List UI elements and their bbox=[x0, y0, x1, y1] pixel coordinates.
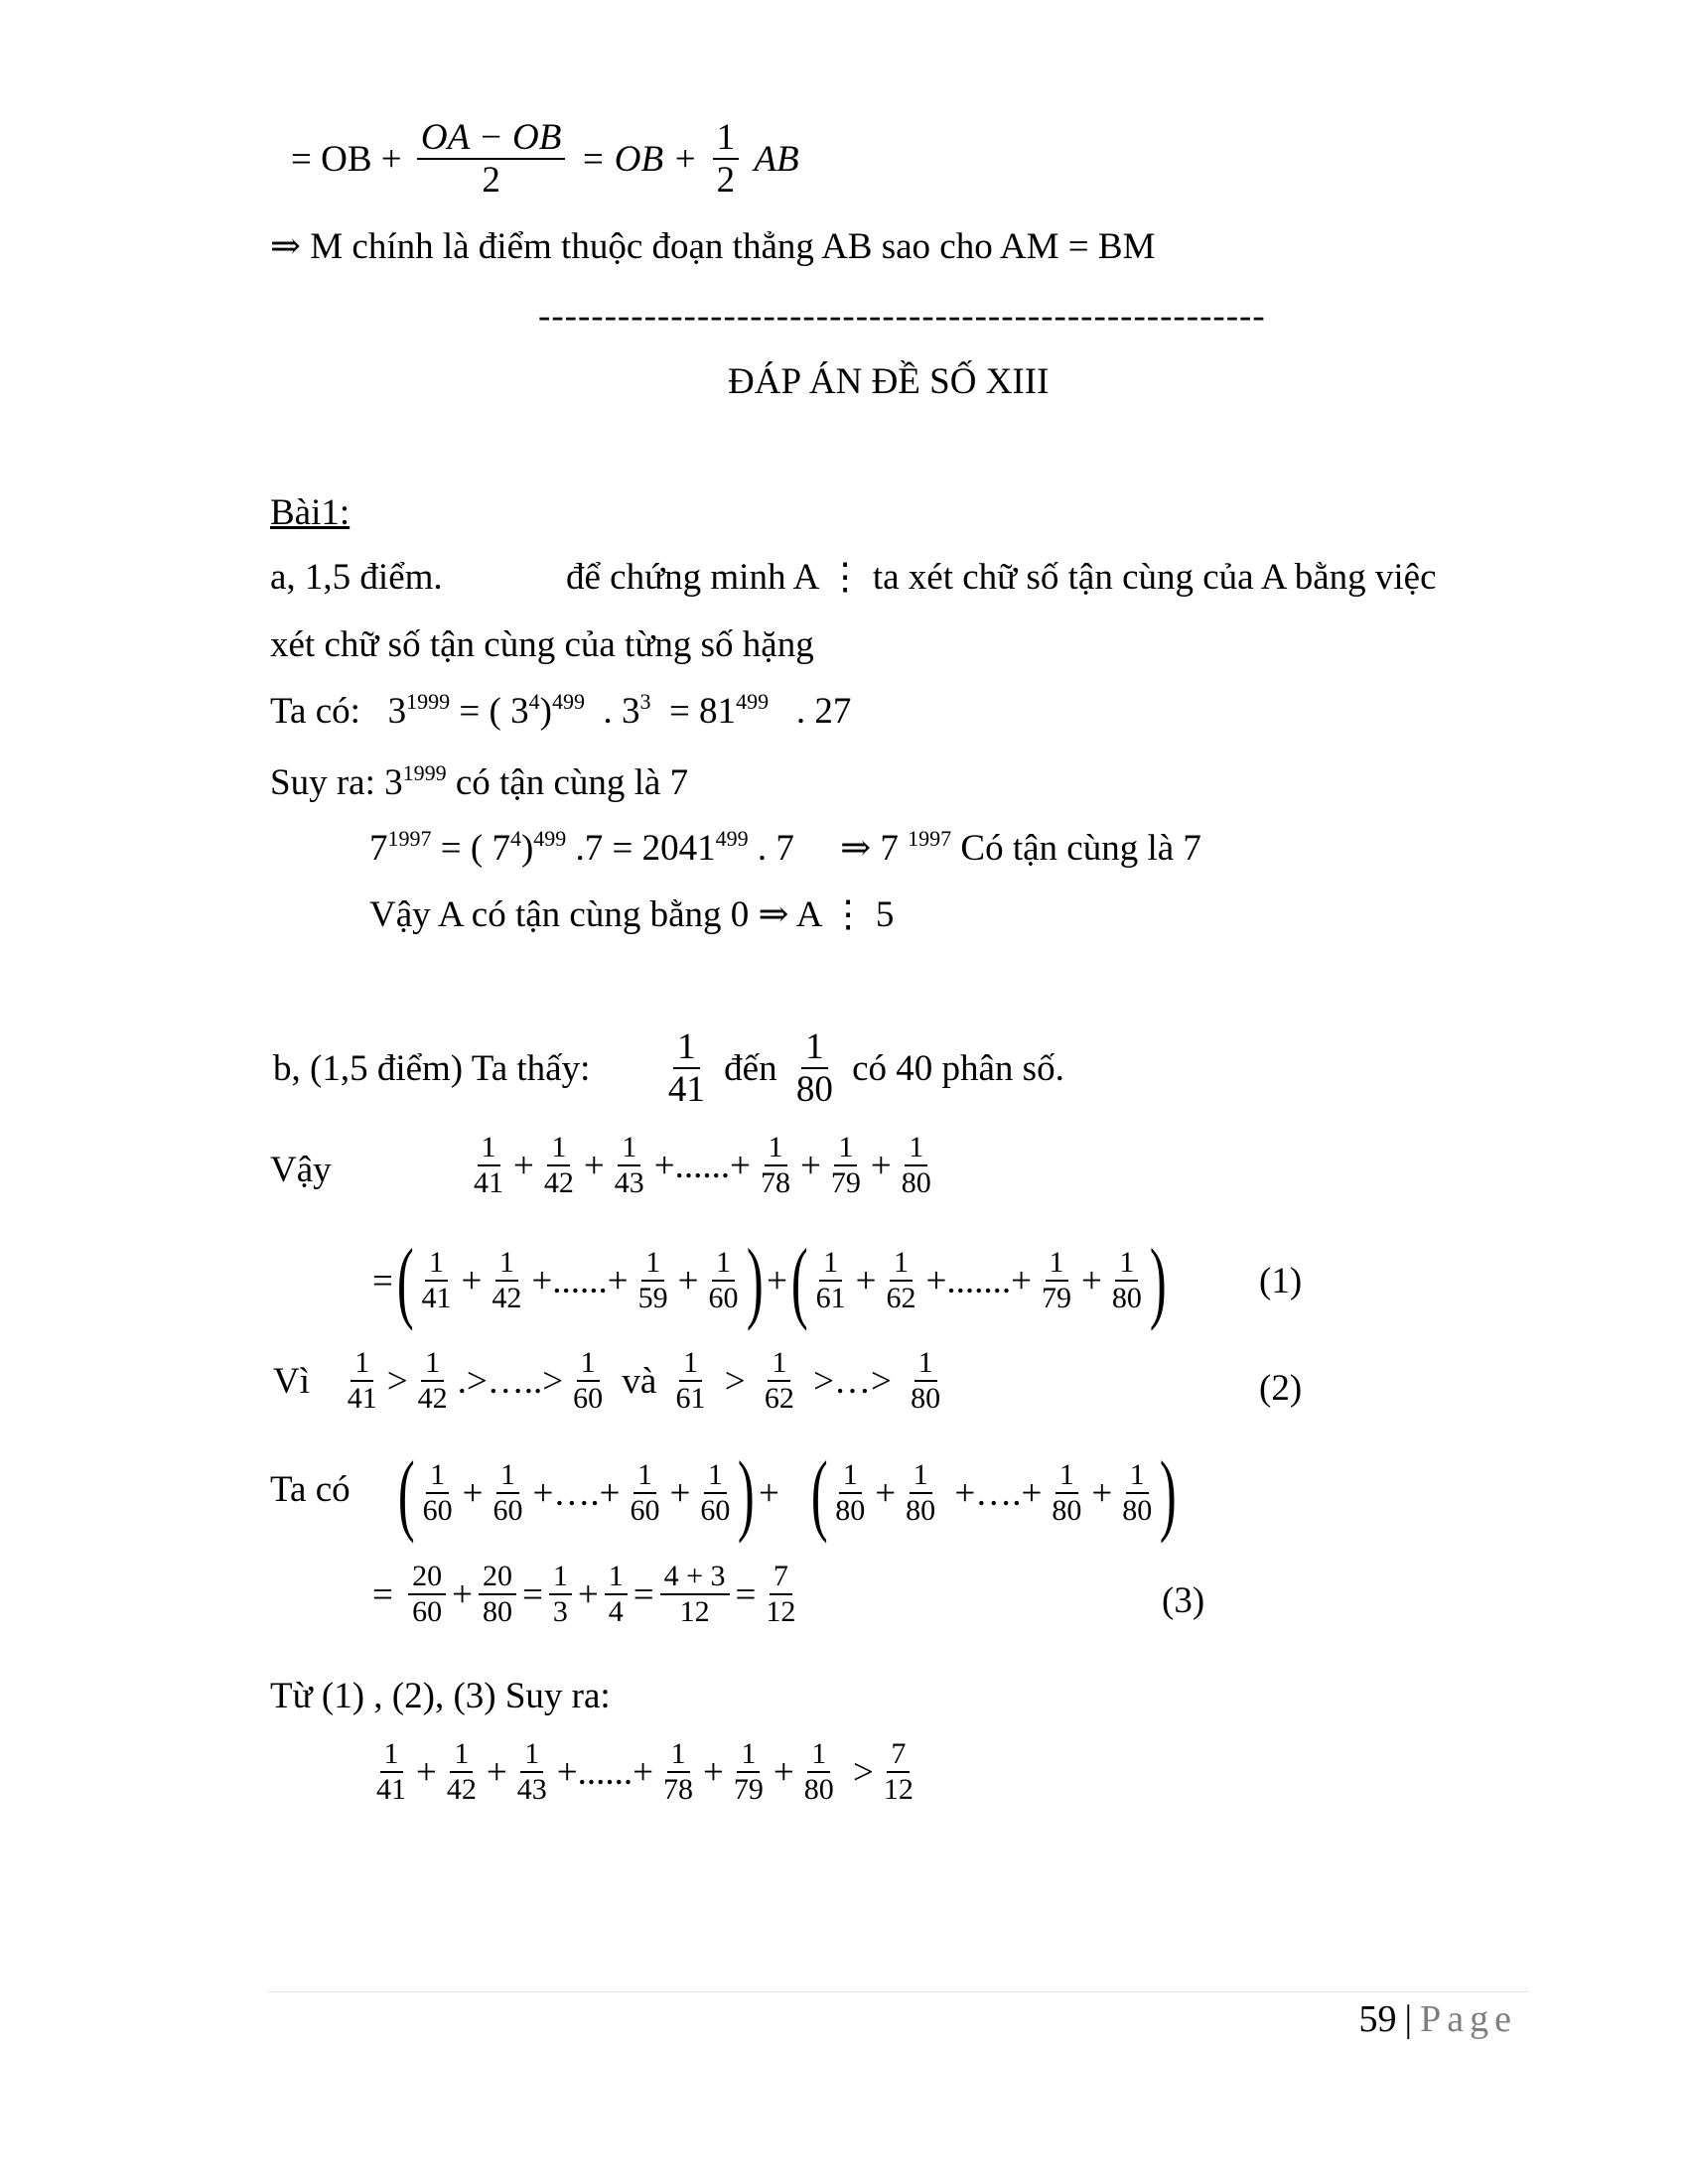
footer-divider bbox=[268, 1991, 1529, 1992]
part-b-intro: b, (1,5 điểm) Ta thấy: $\frac{1}{41}$ đến $\frac{1}{80}$ có 40 phân số. bbox=[273, 1026, 1064, 1110]
fraction-oa-ob: $\frac{OA - OB}{2}$ bbox=[417, 119, 565, 199]
equation-7-power: $7^{1997}$ = ( $7^4)^{499}$ $.7 = 2041^{499}$ . 7 ⇒ 7 $^{1997}$ Có tận cùng là 7 bbox=[369, 826, 1201, 869]
bound-sum: ( $\frac{1}{60}$ + $\frac{1}{60}$ +….+ $\frac{1}{60}$ + $\frac{1}{60}$ ) + ( $\frac{1}{80}$ + $\frac{1}{80}$ +….+ $\frac{1}{80}$ + $\frac{1}{80}$ ) bbox=[397, 1442, 1178, 1544]
separator-dashes: ------------------------------------------------------- bbox=[538, 296, 1266, 337]
final-inequality: $\frac{1}{41}$ + $\frac{1}{42}$ + $\frac{1}{43}$ +......+ $\frac{1}{78}$ + $\frac{1}{79}$ + $\frac{1}{80}$ > $\frac{7}{12}$ bbox=[376, 1737, 914, 1806]
from-123: Từ (1) , (2), (3) Suy ra: bbox=[270, 1676, 611, 1716]
sum-result-7-12: = $\frac{20}{60}$ + $\frac{20}{80}$ = $\frac{1}{3}$ + $\frac{1}{4}$ = $\frac{4 + 3}{12}$ = $\frac{7}{12}$ bbox=[372, 1560, 796, 1628]
fraction-half: $\frac{1}{2}$ bbox=[713, 119, 740, 199]
grouped-sum: =( $\frac{1}{41}$ + $\frac{1}{42}$ +......+ $\frac{1}{59}$ + $\frac{1}{60}$ ) +( $\frac{1}{61}$ + $\frac{1}{62}$ +.......+ $\frac{1}{79}$ + $\frac{1}{80}$ ) bbox=[372, 1230, 1167, 1331]
eq-prefix: = OB + bbox=[291, 138, 402, 180]
part-a-text: để chứng minh A ⋮ ta xét chữ số tận cùng của A bằng việc bbox=[566, 557, 1437, 598]
label-1: (1) bbox=[1259, 1261, 1303, 1301]
vay-a-conclusion: Vậy A có tận cùng bằng 0 ⇒ A ⋮ 5 bbox=[369, 894, 895, 935]
vay-label: Vậy bbox=[270, 1150, 332, 1190]
suy-ra-3: Suy ra: $3^{1999}$ có tận cùng là 7 bbox=[270, 760, 689, 803]
equation-ob: = OB + $\frac{OA - OB}{2}$ = OB + $\frac{1}{2}$ AB bbox=[291, 117, 799, 201]
label-2: (2) bbox=[1259, 1368, 1303, 1409]
section-title: ĐÁP ÁN ĐỀ SỐ XIII bbox=[728, 361, 1050, 402]
bai1-heading: Bài1: bbox=[270, 492, 351, 533]
page-word: Page bbox=[1420, 1998, 1517, 2040]
page-number: 59 bbox=[1358, 1998, 1397, 2040]
inequality-chain: Vì $\frac{1}{41}$ > $\frac{1}{42}$ .>…..> $\frac{1}{60}$ và $\frac{1}{61}$ > $\frac{1}{62}$ >…> $\frac{1}{80}$ bbox=[273, 1346, 941, 1415]
conclusion-m: ⇒ M chính là điểm thuộc đoạn thẳng AB sao cho AM = BM bbox=[270, 226, 1156, 267]
taco-label: Ta có bbox=[270, 1469, 351, 1510]
sum-41-80: $\frac{1}{41}$ + $\frac{1}{42}$ + $\frac{1}{43}$ +......+ $\frac{1}{78}$ + $\frac{1}{79}$ + $\frac{1}{80}$ bbox=[474, 1131, 931, 1199]
label-3: (3) bbox=[1162, 1580, 1205, 1621]
page-footer: 59 | Page bbox=[1358, 1998, 1517, 2040]
part-a-label: a, 1,5 điểm. bbox=[270, 557, 443, 598]
equation-3-power: Ta có: $3^{1999}$ = ( $3^4)^{499}$ . $3^3 = 81^{499}$ . 27 bbox=[270, 689, 852, 732]
part-a-text2: xét chữ số tận cùng của từng số hặng bbox=[270, 624, 814, 665]
